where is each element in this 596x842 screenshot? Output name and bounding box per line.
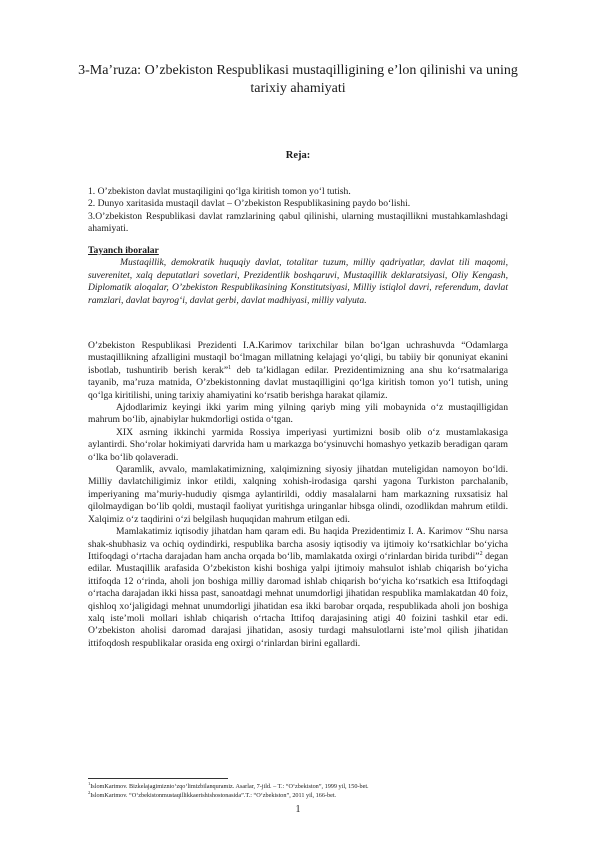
plan-item-1: 1. O’zbekiston davlat mustaqiligini qo‘lga kiritish tomon yo‘l tutish. bbox=[88, 186, 351, 197]
footnote-separator bbox=[88, 778, 228, 779]
footnotes bbox=[88, 780, 508, 800]
footnote-2: $^2$IslomKarimov. “O‘zbekistonmustaqillikkaerishishostonasida”.T.: “O‘zbekiston”, 2011 yil, 166-bet. bbox=[88, 789, 337, 799]
keywords-section bbox=[88, 245, 508, 307]
footnote-1: $^1$IslomKarimov. Bizkelajagimiznio‘zqo‘limizbilanquramiz. Asarlar, 7-jild. – T.: “O‘zbekiston”, 1999 yil, 150-bet. bbox=[88, 780, 369, 790]
paragraph-1: O’zbekiston Respublikasi Prezidenti I.A.Karimov tarixchilar bilan bo‘lgan uchrashuvda “Odamlarga mustaqillikning afzalligini mustaqil bo‘lmagan millatning kelajagi yo‘qligi, bu tabiiy bir qonuniyat ekanini isbotlab, tushuntirib berish kerak”$^1$ deb ta’kidlagan edilar. Prezidentimizning ana shu ko‘rsatmalariga tayanib, ma’ruza matnida, O’zbekistonning davlat mustaqilligini qo‘lga kiritish tomon yo‘l tutish, uning qo‘lga kiritilishi, uning tarixiy ahamiyatini ko‘rsatib berishga harakat qilamiz. bbox=[88, 340, 508, 401]
keywords-heading: Tayanch iboralar bbox=[88, 245, 159, 256]
footnote-ref-2[interactable]: 2 bbox=[479, 550, 483, 557]
plan-item-2: 2. Dunyo xaritasida mustaqil davlat – O’zbekiston Respublikasining paydo bo‘lishi. bbox=[88, 198, 411, 210]
page-number: 1 bbox=[295, 804, 301, 815]
plan-item-3: 3.O’zbekiston Respublikasi davlat ramzlarining qabul qilinishi, ularning mustaqillikni mustahkamlashdagi ahamiyati. bbox=[88, 210, 508, 235]
lecture-title: 3-Ma’ruza: O’zbekiston Respublikasi mustaqilligining e’lon qilinishi va uning tarixiy ahamiyati bbox=[78, 63, 518, 96]
paragraph-5: Mamlakatimiz iqtisodiy jihatdan ham qaram edi. Bu haqida Prezidentimiz I. A. Karimov “Shu narsa shak-shubhasiz va ochiq oydindirki, respublika barcha asosiy iqtisodiy va ijtimoiy ko‘rsatkichlar bo‘yicha Ittifoqdagi o‘rtacha darajadan ham ancha orqada bo‘lib, mamlakatda oxirgi o‘rinlardan birida turibdi”$^2$ degan edilar. Mustaqillik arafasida O’zbekiston kishi boshiga yalpi ijtimoiy mahsulot ishlab chiqarish bo‘yicha ittifoqda 12 o‘rinda, aholi jon boshiga milliy daromad ishlab chiqarish bo‘yicha ko‘rsatkich esa Ittifoqdagi o‘rtacha darajadan ikki hissa past, sanoatdagi mehnat unumdorligi jihatidan respublika mamlakatdan 40 foiz, qishloq xo‘jaligidagi mehnat unumdorligi jihatidan esa ikki barobar orqada, respublikada aholi jon boshiga xalq iste’moli mollari ishlab chiqarish o‘rtacha Ittifoq darajasining atigi 40 foizini tashkil etar edi. O’zbekiston aholisi daromad darajasi jihatidan, asosiy turdagi mahsulotlarni iste’mol qilish jihatidan ittifoqdosh respublikalar orasida eng oxirgi o‘rinlardan birini egallardi. bbox=[88, 526, 508, 649]
keywords-text: Mustaqillik, demokratik huquqiy davlat, totalitar tuzum, milliy qadriyatlar, davlat tili maqomi, suverenitet, xalq deputatlari sovetlari, Prezidentlik boshqaruvi, Mustaqillik deklaratsiyasi, Oliy Kengash, Diplomatik aloqalar, O’zbekiston Respublikasining Konstitutsiyasi, Milliy istiqlol davri, referendum, davlat ramzlari, davlat bayrog‘i, davlat gerbi, davlat madhiyasi, milliy valyuta. bbox=[88, 257, 508, 306]
footnote-ref-1[interactable]: 1 bbox=[228, 364, 232, 371]
paragraph-3: XIX asrning ikkinchi yarmida Rossiya imperiyasi yurtimizni bosib olib o‘z mustamlakasiga aylantirdi. Sho‘rolar hokimiyati darvrida ham u markazga bo‘ysinuvchi homashyo yetkazib beradigan qaram o‘lka bo‘lib qolaveradi. bbox=[88, 426, 508, 463]
lecture-body bbox=[88, 340, 508, 650]
plan-list bbox=[88, 186, 508, 236]
plan-heading: Reja: bbox=[285, 150, 311, 161]
paragraph-4: Qaramlik, avvalo, mamlakatimizning, xalqimizning siyosiy jihatdan muteligidan namoyon bo‘ldi. Milliy davlatchiligimiz inkor etildi, xalqning xohish-irodasiga qarshi yagona Turkiston parchalanib, imperiyaning ma’muriy-hududiy qismga aylantirildi, oddiy masalalarni ham markazning ruxsatisiz hal qilolmaydigan bo‘lib qoldi, mustaqil faoliyat yuritishga uringanlar hibsga olindi, ozodlikdan mahrum etildi. Xalqimiz o‘z taqdirini o‘zi belgilash huquqidan mahrum etilgan edi. bbox=[88, 464, 508, 525]
paragraph-2: Ajdodlarimiz keyingi ikki yarim ming yilning qariyb ming yili mobaynida o‘z mustaqilligidan mahrum bo‘lib, ajnabiylar hukmdorligi ostida o‘tgan. bbox=[88, 402, 508, 426]
